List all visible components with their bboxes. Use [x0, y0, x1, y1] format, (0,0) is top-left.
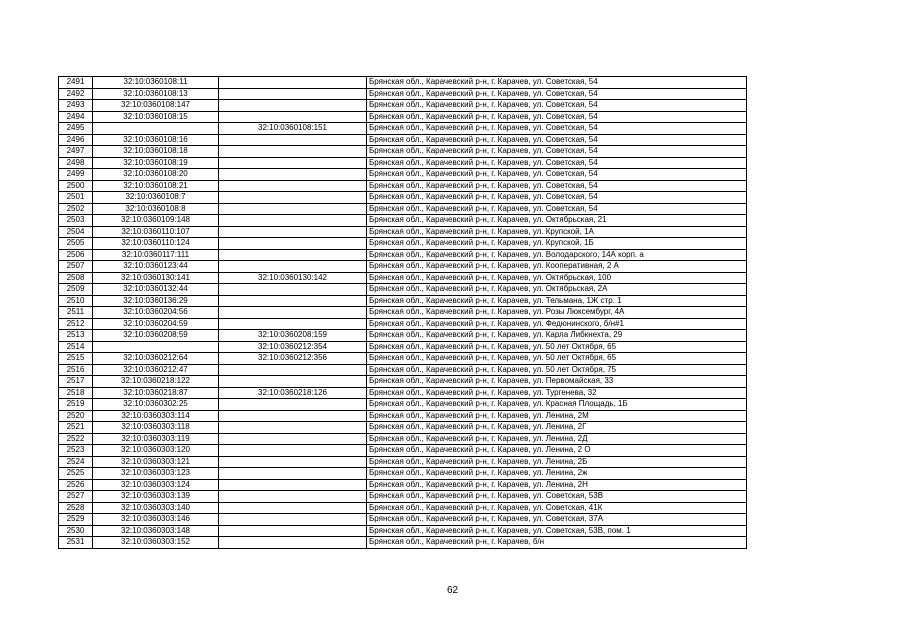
cadastral-number-cell: 32:10:0360108:16 — [93, 134, 219, 146]
cadastral-number-cell — [93, 341, 219, 353]
address-cell: Брянская обл., Карачевский р-н, г. Карачев, ул. Советская, 54 — [367, 134, 747, 146]
table-row — [59, 134, 747, 146]
table-row — [59, 433, 747, 445]
address-cell: Брянская обл., Карачевский р-н, г. Карачев, ул. Советская, 54 — [367, 203, 747, 215]
table-row — [59, 376, 747, 388]
row-number-cell: 2515 — [59, 353, 93, 365]
parent-cadastral-cell — [219, 318, 367, 330]
address-cell: Брянская обл., Карачевский р-н, г. Карачев, ул. Советская, 41К — [367, 502, 747, 514]
table-row — [59, 157, 747, 169]
row-number-cell: 2492 — [59, 88, 93, 100]
row-number-cell: 2493 — [59, 100, 93, 112]
row-number-cell: 2499 — [59, 169, 93, 181]
parent-cadastral-cell — [219, 249, 367, 261]
cadastral-number-cell: 32:10:0360303:114 — [93, 410, 219, 422]
row-number-cell: 2527 — [59, 491, 93, 503]
address-cell: Брянская обл., Карачевский р-н, г. Карачев, ул. Советская, 54 — [367, 88, 747, 100]
parent-cadastral-cell — [219, 226, 367, 238]
row-number-cell: 2521 — [59, 422, 93, 434]
address-cell: Брянская обл., Карачевский р-н, г. Карачев, ул. Первомайская, 33 — [367, 376, 747, 388]
parent-cadastral-cell — [219, 203, 367, 215]
cadastral-number-cell: 32:10:0360218:122 — [93, 376, 219, 388]
address-cell: Брянская обл., Карачевский р-н, г. Карачев, ул. 50 лет Октября, 65 — [367, 353, 747, 365]
address-cell: Брянская обл., Карачевский р-н, г. Карачев, ул. 50 лет Октября, 65 — [367, 341, 747, 353]
parent-cadastral-cell — [219, 261, 367, 273]
parent-cadastral-cell — [219, 364, 367, 376]
address-cell: Брянская обл., Карачевский р-н, г. Карачев, ул. Ленина, 2М — [367, 410, 747, 422]
parent-cadastral-cell — [219, 88, 367, 100]
row-number-cell: 2531 — [59, 537, 93, 549]
row-number-cell: 2496 — [59, 134, 93, 146]
parent-cadastral-cell: 32:10:0360218:126 — [219, 387, 367, 399]
address-cell: Брянская обл., Карачевский р-н, г. Карачев, ул. Советская, 54 — [367, 123, 747, 135]
parent-cadastral-cell — [219, 215, 367, 227]
cadastral-number-cell: 32:10:0360108:147 — [93, 100, 219, 112]
table-row — [59, 445, 747, 457]
address-cell: Брянская обл., Карачевский р-н, г. Карачев, ул. Володарского, 14А корп. а — [367, 249, 747, 261]
cadastral-number-cell: 32:10:0360108:15 — [93, 111, 219, 123]
parent-cadastral-cell — [219, 456, 367, 468]
parent-cadastral-cell: 32:10:0360212:354 — [219, 341, 367, 353]
cadastral-number-cell: 32:10:0360208:59 — [93, 330, 219, 342]
address-cell: Брянская обл., Карачевский р-н, г. Карачев, ул. Советская, 53В — [367, 491, 747, 503]
cadastral-number-cell: 32:10:0360302:25 — [93, 399, 219, 411]
row-number-cell: 2501 — [59, 192, 93, 204]
address-cell: Брянская обл., Карачевский р-н, г. Карачев, ул. Красная Площадь, 1Б — [367, 399, 747, 411]
cadastral-number-cell: 32:10:0360108:13 — [93, 88, 219, 100]
table-row — [59, 215, 747, 227]
address-cell: Брянская обл., Карачевский р-н, г. Карачев, ул. Октябрьская, 2А — [367, 284, 747, 296]
row-number-cell: 2529 — [59, 514, 93, 526]
parent-cadastral-cell — [219, 399, 367, 411]
table-row — [59, 123, 747, 135]
parent-cadastral-cell — [219, 410, 367, 422]
cadastral-number-cell: 32:10:0360204:56 — [93, 307, 219, 319]
address-cell: Брянская обл., Карачевский р-н, г. Карачев, б/н — [367, 537, 747, 549]
cadastral-number-cell: 32:10:0360303:123 — [93, 468, 219, 480]
table-row — [59, 203, 747, 215]
cadastral-number-cell: 32:10:0360303:140 — [93, 502, 219, 514]
parent-cadastral-cell — [219, 479, 367, 491]
parent-cadastral-cell: 32:10:0360108:151 — [219, 123, 367, 135]
cadastral-number-cell: 32:10:0360108:20 — [93, 169, 219, 181]
row-number-cell: 2523 — [59, 445, 93, 457]
cadastral-number-cell: 32:10:0360117:111 — [93, 249, 219, 261]
parent-cadastral-cell — [219, 468, 367, 480]
page-number: 62 — [446, 585, 459, 596]
cadastral-number-cell: 32:10:0360303:139 — [93, 491, 219, 503]
parent-cadastral-cell — [219, 238, 367, 250]
parent-cadastral-cell — [219, 157, 367, 169]
address-cell: Брянская обл., Карачевский р-н, г. Карачев, ул. Советская, 54 — [367, 146, 747, 158]
table-row — [59, 180, 747, 192]
row-number-cell: 2514 — [59, 341, 93, 353]
table-row — [59, 226, 747, 238]
cadastral-number-cell: 32:10:0360303:121 — [93, 456, 219, 468]
row-number-cell: 2494 — [59, 111, 93, 123]
parent-cadastral-cell — [219, 111, 367, 123]
parent-cadastral-cell — [219, 514, 367, 526]
address-cell: Брянская обл., Карачевский р-н, г. Карачев, ул. Ленина, 2 О — [367, 445, 747, 457]
table-row — [59, 249, 747, 261]
address-cell: Брянская обл., Карачевский р-н, г. Карачев, ул. 50 лет Октября, 75 — [367, 364, 747, 376]
address-cell: Брянская обл., Карачевский р-н, г. Карачев, ул. Крупской, 1Б — [367, 238, 747, 250]
table-row — [59, 387, 747, 399]
cadastral-number-cell: 32:10:0360212:47 — [93, 364, 219, 376]
address-cell: Брянская обл., Карачевский р-н, г. Карачев, ул. Советская, 54 — [367, 111, 747, 123]
table-row — [59, 456, 747, 468]
table-row — [59, 399, 747, 411]
row-number-cell: 2511 — [59, 307, 93, 319]
table-row — [59, 100, 747, 112]
parent-cadastral-cell — [219, 376, 367, 388]
address-cell: Брянская обл., Карачевский р-н, г. Карачев, ул. Розы Люксембург, 4А — [367, 307, 747, 319]
address-cell: Брянская обл., Карачевский р-н, г. Карачев, ул. Октябрьская, 100 — [367, 272, 747, 284]
parent-cadastral-cell — [219, 525, 367, 537]
row-number-cell: 2528 — [59, 502, 93, 514]
parent-cadastral-cell — [219, 445, 367, 457]
address-cell: Брянская обл., Карачевский р-н, г. Карачев, ул. Кооперативная, 2 А — [367, 261, 747, 273]
row-number-cell: 2516 — [59, 364, 93, 376]
table-row — [59, 537, 747, 549]
address-cell: Брянская обл., Карачевский р-н, г. Карачев, ул. Тельмана, 1Ж стр. 1 — [367, 295, 747, 307]
row-number-cell: 2502 — [59, 203, 93, 215]
parent-cadastral-cell — [219, 169, 367, 181]
table-row — [59, 422, 747, 434]
address-cell: Брянская обл., Карачевский р-н, г. Карачев, ул. Октябрьская, 21 — [367, 215, 747, 227]
address-cell: Брянская обл., Карачевский р-н, г. Карачев, ул. Советская, 54 — [367, 77, 747, 89]
parent-cadastral-cell: 32:10:0360208:159 — [219, 330, 367, 342]
address-cell: Брянская обл., Карачевский р-н, г. Карачев, ул. Советская, 54 — [367, 180, 747, 192]
row-number-cell: 2507 — [59, 261, 93, 273]
row-number-cell: 2510 — [59, 295, 93, 307]
row-number-cell: 2520 — [59, 410, 93, 422]
parent-cadastral-cell — [219, 422, 367, 434]
row-number-cell: 2505 — [59, 238, 93, 250]
row-number-cell: 2525 — [59, 468, 93, 480]
table-row — [59, 479, 747, 491]
row-number-cell: 2498 — [59, 157, 93, 169]
table-row — [59, 295, 747, 307]
address-cell: Брянская обл., Карачевский р-н, г. Карачев, ул. Советская, 54 — [367, 192, 747, 204]
parent-cadastral-cell — [219, 192, 367, 204]
table-row — [59, 468, 747, 480]
cadastral-number-cell: 32:10:0360303:148 — [93, 525, 219, 537]
parent-cadastral-cell — [219, 180, 367, 192]
parent-cadastral-cell — [219, 307, 367, 319]
table-row — [59, 364, 747, 376]
cadastral-number-cell: 32:10:0360108:7 — [93, 192, 219, 204]
parent-cadastral-cell — [219, 537, 367, 549]
cadastral-number-cell: 32:10:0360303:119 — [93, 433, 219, 445]
cadastral-number-cell: 32:10:0360218:87 — [93, 387, 219, 399]
cadastral-number-cell: 32:10:0360204:59 — [93, 318, 219, 330]
address-cell: Брянская обл., Карачевский р-н, г. Карачев, ул. Крупской, 1А — [367, 226, 747, 238]
address-cell: Брянская обл., Карачевский р-н, г. Карачев, ул. Ленина, 2Д — [367, 433, 747, 445]
cadastral-number-cell: 32:10:0360132:44 — [93, 284, 219, 296]
cadastral-number-cell: 32:10:0360110:107 — [93, 226, 219, 238]
row-number-cell: 2518 — [59, 387, 93, 399]
cadastral-number-cell: 32:10:0360130:141 — [93, 272, 219, 284]
cadastral-number-cell: 32:10:0360303:120 — [93, 445, 219, 457]
parent-cadastral-cell: 32:10:0360130:142 — [219, 272, 367, 284]
cadastral-number-cell: 32:10:0360136:29 — [93, 295, 219, 307]
register-table-body — [59, 77, 747, 549]
table-row — [59, 318, 747, 330]
row-number-cell: 2503 — [59, 215, 93, 227]
address-cell: Брянская обл., Карачевский р-н, г. Карачев, ул. Карла Либкнехта, 29 — [367, 330, 747, 342]
parent-cadastral-cell — [219, 491, 367, 503]
cadastral-number-cell: 32:10:0360108:8 — [93, 203, 219, 215]
row-number-cell: 2524 — [59, 456, 93, 468]
table-row — [59, 169, 747, 181]
address-cell: Брянская обл., Карачевский р-н, г. Карачев, ул. Советская, 37А — [367, 514, 747, 526]
row-number-cell: 2517 — [59, 376, 93, 388]
parent-cadastral-cell — [219, 433, 367, 445]
row-number-cell: 2495 — [59, 123, 93, 135]
row-number-cell: 2491 — [59, 77, 93, 89]
cadastral-number-cell: 32:10:0360108:21 — [93, 180, 219, 192]
row-number-cell: 2513 — [59, 330, 93, 342]
table-row — [59, 77, 747, 89]
parent-cadastral-cell — [219, 295, 367, 307]
address-cell: Брянская обл., Карачевский р-н, г. Карачев, ул. Советская, 54 — [367, 100, 747, 112]
table-row — [59, 192, 747, 204]
parent-cadastral-cell — [219, 284, 367, 296]
parent-cadastral-cell — [219, 502, 367, 514]
cadastral-number-cell: 32:10:0360212:64 — [93, 353, 219, 365]
parent-cadastral-cell: 32:10:0360212:356 — [219, 353, 367, 365]
table-row — [59, 261, 747, 273]
address-cell: Брянская обл., Карачевский р-н, г. Карачев, ул. Тургенева, 32 — [367, 387, 747, 399]
table-row — [59, 353, 747, 365]
address-cell: Брянская обл., Карачевский р-н, г. Карачев, ул. Ленина, 2Г — [367, 422, 747, 434]
cadastral-number-cell: 32:10:0360303:152 — [93, 537, 219, 549]
cadastral-number-cell — [93, 123, 219, 135]
cadastral-number-cell: 32:10:0360108:18 — [93, 146, 219, 158]
table-row — [59, 88, 747, 100]
parent-cadastral-cell — [219, 100, 367, 112]
property-register-table — [58, 76, 747, 549]
address-cell: Брянская обл., Карачевский р-н, г. Карачев, ул. Советская, 53В, пом. 1 — [367, 525, 747, 537]
cadastral-number-cell: 32:10:0360303:124 — [93, 479, 219, 491]
row-number-cell: 2530 — [59, 525, 93, 537]
row-number-cell: 2500 — [59, 180, 93, 192]
table-row — [59, 307, 747, 319]
table-row — [59, 284, 747, 296]
row-number-cell: 2512 — [59, 318, 93, 330]
table-row — [59, 111, 747, 123]
table-row — [59, 514, 747, 526]
table-row — [59, 525, 747, 537]
table-row — [59, 146, 747, 158]
table-row — [59, 330, 747, 342]
row-number-cell: 2504 — [59, 226, 93, 238]
parent-cadastral-cell — [219, 134, 367, 146]
table-row — [59, 272, 747, 284]
cadastral-number-cell: 32:10:0360123:44 — [93, 261, 219, 273]
parent-cadastral-cell — [219, 77, 367, 89]
cadastral-number-cell: 32:10:0360110:124 — [93, 238, 219, 250]
row-number-cell: 2522 — [59, 433, 93, 445]
cadastral-number-cell: 32:10:0360303:146 — [93, 514, 219, 526]
row-number-cell: 2506 — [59, 249, 93, 261]
row-number-cell: 2509 — [59, 284, 93, 296]
row-number-cell: 2519 — [59, 399, 93, 411]
address-cell: Брянская обл., Карачевский р-н, г. Карачев, ул. Советская, 54 — [367, 169, 747, 181]
table-row — [59, 410, 747, 422]
cadastral-number-cell: 32:10:0360108:19 — [93, 157, 219, 169]
address-cell: Брянская обл., Карачевский р-н, г. Карачев, ул. Ленина, 2Б — [367, 456, 747, 468]
cadastral-number-cell: 32:10:0360303:118 — [93, 422, 219, 434]
table-row — [59, 341, 747, 353]
address-cell: Брянская обл., Карачевский р-н, г. Карачев, ул. Федюнинского, б/н#1 — [367, 318, 747, 330]
row-number-cell: 2497 — [59, 146, 93, 158]
table-row — [59, 238, 747, 250]
row-number-cell: 2508 — [59, 272, 93, 284]
cadastral-number-cell: 32:10:0360108:11 — [93, 77, 219, 89]
address-cell: Брянская обл., Карачевский р-н, г. Карачев, ул. Ленина, 2ж — [367, 468, 747, 480]
row-number-cell: 2526 — [59, 479, 93, 491]
address-cell: Брянская обл., Карачевский р-н, г. Карачев, ул. Ленина, 2Н — [367, 479, 747, 491]
parent-cadastral-cell — [219, 146, 367, 158]
cadastral-number-cell: 32:10:0360109:148 — [93, 215, 219, 227]
address-cell: Брянская обл., Карачевский р-н, г. Карачев, ул. Советская, 54 — [367, 157, 747, 169]
table-row — [59, 491, 747, 503]
table-row — [59, 502, 747, 514]
